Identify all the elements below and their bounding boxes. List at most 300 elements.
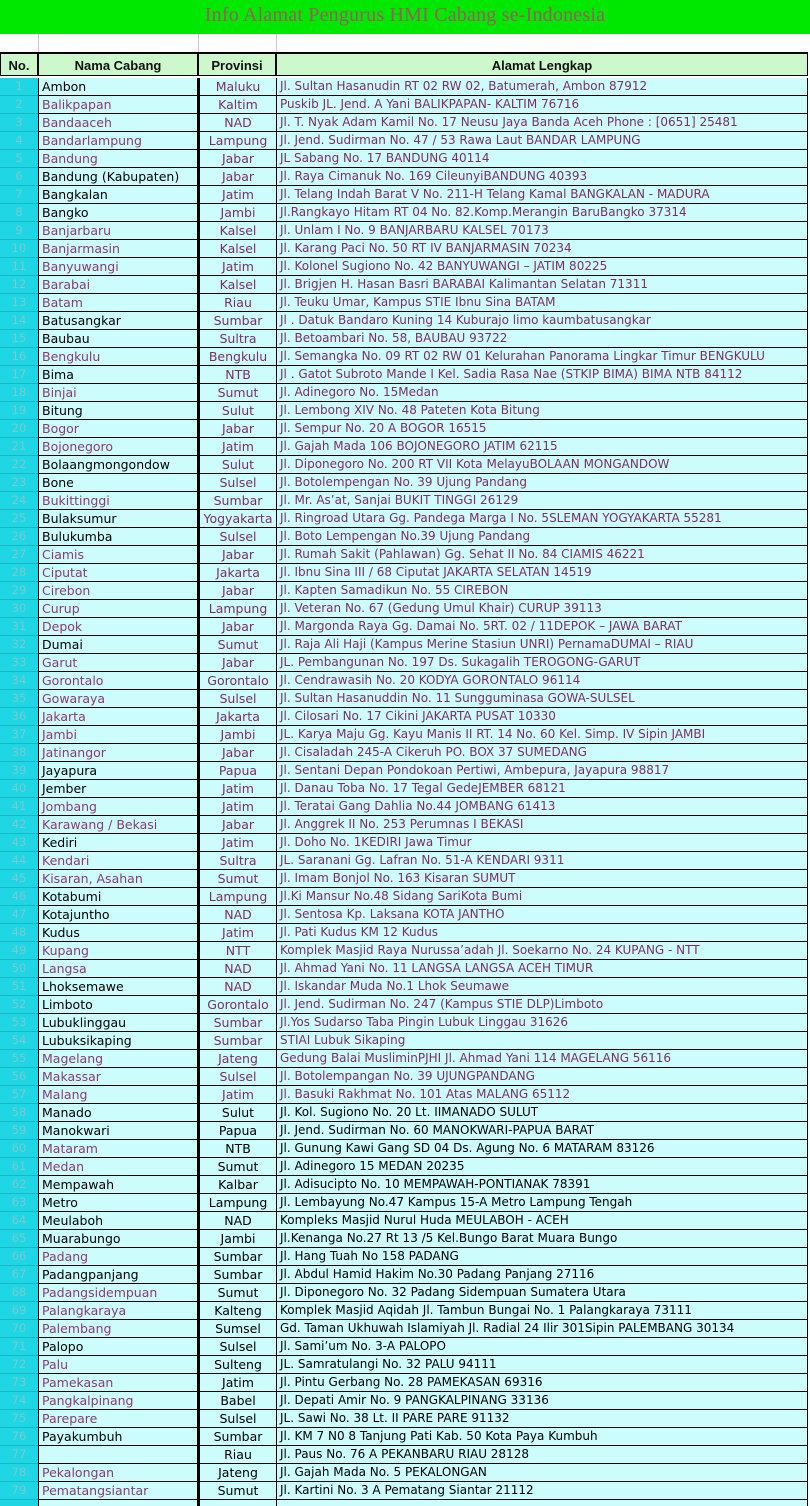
row-number: 51 (0, 978, 38, 996)
row-number: 53 (0, 1014, 38, 1032)
row-number: 58 (0, 1104, 38, 1122)
table-row (0, 438, 810, 456)
branch-name[interactable]: Ciamis (38, 546, 198, 564)
branch-name[interactable]: Bojonegoro (38, 438, 198, 456)
branch-name[interactable]: Bogor (38, 420, 198, 438)
row-number: 47 (0, 906, 38, 924)
branch-name[interactable]: Padang (38, 1248, 198, 1266)
province: Jabar (198, 618, 276, 636)
table-row (0, 762, 810, 780)
province: Jatim (198, 1374, 276, 1392)
branch-name[interactable]: Jambi (38, 726, 198, 744)
address: Jl. Jend. Sudirman No. 60 MANOKWARI-PAPUA BARAT (276, 1122, 808, 1140)
province: Gorontalo (198, 996, 276, 1014)
row-number: 21 (0, 438, 38, 456)
row-number: 19 (0, 402, 38, 420)
row-number: 74 (0, 1392, 38, 1410)
province: Sumsel (198, 1320, 276, 1338)
table-row (0, 96, 810, 114)
address: Jl. Sultan Hasanudin RT 02 RW 02, Batumerah, Ambon 87912 (276, 78, 808, 96)
province: Sultra (198, 330, 276, 348)
row-number: 71 (0, 1338, 38, 1356)
branch-name: Kediri (38, 834, 198, 852)
branch-name[interactable]: Jakarta (38, 708, 198, 726)
table-row (0, 492, 810, 510)
row-number: 2 (0, 96, 38, 114)
province: Lampung (198, 888, 276, 906)
province: Jabar (198, 150, 276, 168)
address: Jl. Lembong XIV No. 48 Pateten Kota Bitung (276, 402, 808, 420)
branch-name[interactable]: Karawang / Bekasi (38, 816, 198, 834)
address: Jl. Lembayung No.47 Kampus 15-A Metro Lampung Tengah (276, 1194, 808, 1212)
row-number: 67 (0, 1266, 38, 1284)
row-number: 73 (0, 1374, 38, 1392)
address: Jl. Margonda Raya Gg. Damai No. 5RT. 02 / 11DEPOK – JAWA BARAT (276, 618, 808, 636)
table-row (0, 204, 810, 222)
table-row (0, 294, 810, 312)
branch-name[interactable]: Curup (38, 600, 198, 618)
province: Sumut (198, 636, 276, 654)
branch-name: Baubau (38, 330, 198, 348)
table-row (0, 744, 810, 762)
table-row (0, 1266, 810, 1284)
branch-name[interactable]: Palu (38, 1356, 198, 1374)
province: Sulut (198, 402, 276, 420)
branch-name[interactable]: Pamekasan (38, 1374, 198, 1392)
table-row (0, 276, 810, 294)
row-number: 70 (0, 1320, 38, 1338)
province: Jatim (198, 438, 276, 456)
row-number: 69 (0, 1302, 38, 1320)
row-number: 17 (0, 366, 38, 384)
province: Sulsel (198, 528, 276, 546)
province: Papua (198, 1122, 276, 1140)
address: Jl. Ibnu Sina III / 68 Ciputat JAKARTA SELATAN 14519 (276, 564, 808, 582)
address: Jl.Kenanga No.27 Rt 13 /5 Kel.Bungo Barat Muara Bungo (276, 1230, 808, 1248)
address: Jl. Telang Indah Barat V No. 211-H Telang Kamal BANGKALAN - MADURA (276, 186, 808, 204)
province: Kaltim (198, 96, 276, 114)
row-number: 41 (0, 798, 38, 816)
branch-name: Batusangkar (38, 312, 198, 330)
province: Sumbar (198, 1014, 276, 1032)
table-row (0, 510, 810, 528)
province: Kalbar (198, 1176, 276, 1194)
address: Jl. Jend. Sudirman No. 247 (Kampus STIE DLP)Limboto (276, 996, 808, 1014)
branch-name[interactable]: Batam (38, 294, 198, 312)
address: Jl. Unlam I No. 9 BANJARBARU KALSEL 70173 (276, 222, 808, 240)
branch-name: Lubuksikaping (38, 1032, 198, 1050)
address: Jl. Semangka No. 09 RT 02 RW 01 Kelurahan Panorama Lingkar Timur BENGKULU (276, 348, 808, 366)
table-row (0, 1482, 810, 1500)
column-divider (38, 34, 39, 52)
branch-name: Limboto (38, 996, 198, 1014)
address: Jl. Adisucipto No. 10 MEMPAWAH-PONTIANAK 78391 (276, 1176, 808, 1194)
row-number: 24 (0, 492, 38, 510)
header-address: Alamat Lengkap (276, 52, 808, 76)
province: Sultra (198, 852, 276, 870)
table-row (0, 1158, 810, 1176)
branch-name[interactable]: Banjarbaru (38, 222, 198, 240)
table-row (0, 150, 810, 168)
province: Sumbar (198, 1248, 276, 1266)
branch-name[interactable]: Garut (38, 654, 198, 672)
table-row (0, 618, 810, 636)
branch-name[interactable]: Bukittinggi (38, 492, 198, 510)
table-row (0, 1410, 810, 1428)
branch-name[interactable]: Bengkulu (38, 348, 198, 366)
table-row (0, 186, 810, 204)
province: NAD (198, 114, 276, 132)
province: Jateng (198, 1464, 276, 1482)
address: Jl. Kolonel Sugiono No. 42 BANYUWANGI – JATIM 80225 (276, 258, 808, 276)
address: Jl. Sempur No. 20 A BOGOR 16515 (276, 420, 808, 438)
table-row (0, 690, 810, 708)
table-row (0, 1428, 810, 1446)
branch-name[interactable]: Pangkalpinang (38, 1392, 198, 1410)
province: Riau (198, 1446, 276, 1464)
table-row (0, 1464, 810, 1482)
address: Jl . Gatot Subroto Mande I Kel. Sadia Rasa Nae (STKIP BIMA) BIMA NTB 84112 (276, 366, 808, 384)
branch-name[interactable]: Ciputat (38, 564, 198, 582)
table-row (0, 1302, 810, 1320)
province: Jabar (198, 420, 276, 438)
branch-name[interactable]: Kendari (38, 852, 198, 870)
row-number: 16 (0, 348, 38, 366)
table-row (0, 132, 810, 150)
address: Jl. Cisaladah 245-A Cikeruh PO. BOX 37 SUMEDANG (276, 744, 808, 762)
province: Sulteng (198, 1356, 276, 1374)
table-row (0, 942, 810, 960)
address: Jl. Veteran No. 67 (Gedung Umul Khair) CURUP 39113 (276, 600, 808, 618)
branch-name: Dumai (38, 636, 198, 654)
province: Sumbar (198, 1428, 276, 1446)
branch-name[interactable]: Pematangsiantar (38, 1482, 198, 1500)
table-row (0, 1176, 810, 1194)
table-row (0, 1032, 810, 1050)
province: Jabar (198, 654, 276, 672)
table-row (0, 600, 810, 618)
province: Riau (198, 294, 276, 312)
row-number: 22 (0, 456, 38, 474)
table-row (0, 1284, 810, 1302)
row-number: 32 (0, 636, 38, 654)
row-number: 6 (0, 168, 38, 186)
province: Sumbar (198, 312, 276, 330)
province: Kalsel (198, 276, 276, 294)
column-divider (198, 34, 199, 52)
branch-name[interactable]: Bandaaceh (38, 114, 198, 132)
branch-name[interactable]: Bandarlampung (38, 132, 198, 150)
table-row (0, 888, 810, 906)
province: Sulsel (198, 690, 276, 708)
branch-name: Manado (38, 1104, 198, 1122)
row-number: 68 (0, 1284, 38, 1302)
address: Jl. Kartini No. 3 A Pematang Siantar 21112 (276, 1482, 808, 1500)
branch-name[interactable]: Cirebon (38, 582, 198, 600)
address: Jl. Adinegoro No. 15Medan (276, 384, 808, 402)
province: Maluku (198, 78, 276, 96)
branch-name[interactable]: Palembang (38, 1320, 198, 1338)
address: Jl. Cilosari No. 17 Cikini JAKARTA PUSAT 10330 (276, 708, 808, 726)
address: Jl. Boto Lempengan No.39 Ujung Pandang (276, 528, 808, 546)
province: Jatim (198, 834, 276, 852)
table-row (0, 258, 810, 276)
row-number: 50 (0, 960, 38, 978)
row-number: 55 (0, 1050, 38, 1068)
row-number: 57 (0, 1086, 38, 1104)
branch-name[interactable]: Bandung (38, 150, 198, 168)
row-number: 78 (0, 1464, 38, 1482)
row-number: 1 (0, 78, 38, 96)
table-row (0, 1338, 810, 1356)
row-number: 76 (0, 1428, 38, 1446)
address: Jl . Datuk Bandaro Kuning 14 Kuburajo limo kaumbatusangkar (276, 312, 808, 330)
branch-name: Bandung (Kabupaten) (38, 168, 198, 186)
address: Jl. Gunung Kawi Gang SD 04 Ds. Agung No. 6 MATARAM 83126 (276, 1140, 808, 1158)
row-number: 44 (0, 852, 38, 870)
address: Jl. Ahmad Yani No. 11 LANGSA LANGSA ACEH TIMUR (276, 960, 808, 978)
address: Jl. KM 7 N0 8 Tanjung Pati Kab. 50 Kota Paya Kumbuh (276, 1428, 808, 1446)
address: Jl. Gajah Mada 106 BOJONEGORO JATIM 62115 (276, 438, 808, 456)
province: Sulsel (198, 1068, 276, 1086)
province: Bengkulu (198, 348, 276, 366)
address: Jl. T. Nyak Adam Kamil No. 17 Neusu Jaya Banda Aceh Phone : [0651] 25481 (276, 114, 808, 132)
row-number: 26 (0, 528, 38, 546)
branch-name[interactable]: Malang (38, 1086, 198, 1104)
row-number: 10 (0, 240, 38, 258)
table-row (0, 564, 810, 582)
branch-name[interactable]: Jombang (38, 798, 198, 816)
branch-name: Muarabungo (38, 1230, 198, 1248)
province: Sulsel (198, 1410, 276, 1428)
row-number: 34 (0, 672, 38, 690)
row-number: 29 (0, 582, 38, 600)
address: Jl. Teuku Umar, Kampus STIE Ibnu Sina BATAM (276, 294, 808, 312)
table-row (0, 348, 810, 366)
row-number: 18 (0, 384, 38, 402)
table-row (0, 222, 810, 240)
row-number: 46 (0, 888, 38, 906)
row-number: 60 (0, 1140, 38, 1158)
row-number: 33 (0, 654, 38, 672)
branch-name: Kudus (38, 924, 198, 942)
row-number: 79 (0, 1482, 38, 1500)
province: Sulut (198, 1104, 276, 1122)
province: Sulsel (198, 1338, 276, 1356)
row-number: 48 (0, 924, 38, 942)
branch-name[interactable]: Kupang (38, 942, 198, 960)
table-body (0, 78, 810, 1506)
row-number: 7 (0, 186, 38, 204)
empty-cell (38, 1500, 198, 1506)
branch-name: Kotabumi (38, 888, 198, 906)
page-title: Info Alamat Pengurus HMI Cabang se-Indonesia (204, 4, 606, 26)
branch-name[interactable]: Barabai (38, 276, 198, 294)
table-row (0, 708, 810, 726)
province: Sulut (198, 456, 276, 474)
branch-name[interactable]: Langsa (38, 960, 198, 978)
address: Jl. Ringroad Utara Gg. Pandega Marga I No. 5SLEMAN YOGYAKARTA 55281 (276, 510, 808, 528)
row-number: 28 (0, 564, 38, 582)
province: Jambi (198, 204, 276, 222)
table-row (0, 996, 810, 1014)
branch-name: Bone (38, 474, 198, 492)
row-number: 39 (0, 762, 38, 780)
branch-name: Mempawah (38, 1176, 198, 1194)
province: Jatim (198, 258, 276, 276)
row-number: 52 (0, 996, 38, 1014)
row-number: 45 (0, 870, 38, 888)
branch-name: Bima (38, 366, 198, 384)
address: JL Sabang No. 17 BANDUNG 40114 (276, 150, 808, 168)
row-number: 4 (0, 132, 38, 150)
province: Gorontalo (198, 672, 276, 690)
branch-name: Bangko (38, 204, 198, 222)
table-row (0, 1392, 810, 1410)
row-number: 59 (0, 1122, 38, 1140)
table-row (0, 870, 810, 888)
address: Jl. Cendrawasih No. 20 KODYA GORONTALO 96114 (276, 672, 808, 690)
address: Jl. Karang Paci No. 50 RT IV BANJARMASIN 70234 (276, 240, 808, 258)
branch-name[interactable]: Banjarmasin (38, 240, 198, 258)
province: Jatim (198, 924, 276, 942)
table-row (0, 978, 810, 996)
table-row (0, 906, 810, 924)
table-row (0, 960, 810, 978)
province: Jambi (198, 726, 276, 744)
row-number: 65 (0, 1230, 38, 1248)
row-number: 12 (0, 276, 38, 294)
branch-name: Metro (38, 1194, 198, 1212)
province: Jabar (198, 816, 276, 834)
table-row (0, 672, 810, 690)
branch-name[interactable]: Medan (38, 1158, 198, 1176)
address: JL. Sawi No. 38 Lt. II PARE PARE 91132 (276, 1410, 808, 1428)
province: NTB (198, 1140, 276, 1158)
province: Sumut (198, 384, 276, 402)
province: NAD (198, 906, 276, 924)
province: Lampung (198, 132, 276, 150)
row-number: 5 (0, 150, 38, 168)
branch-name[interactable]: Gorontalo (38, 672, 198, 690)
address: Jl. Abdul Hamid Hakim No.30 Padang Panjang 27116 (276, 1266, 808, 1284)
table-row (0, 1140, 810, 1158)
branch-name[interactable]: Binjai (38, 384, 198, 402)
address: JL. Samratulangi No. 32 PALU 94111 (276, 1356, 808, 1374)
branch-name: Meulaboh (38, 1212, 198, 1230)
table-row (0, 654, 810, 672)
title-banner (0, 0, 810, 34)
branch-name[interactable]: Padangsidempuan (38, 1284, 198, 1302)
row-number: 77 (0, 1446, 38, 1464)
address: Jl. Sentosa Kp. Laksana KOTA JANTHO (276, 906, 808, 924)
branch-name[interactable]: Palangkaraya (38, 1302, 198, 1320)
province: Jatim (198, 1086, 276, 1104)
branch-name[interactable]: Parepare (38, 1410, 198, 1428)
table-row (0, 924, 810, 942)
branch-name[interactable]: Balikpapan (38, 96, 198, 114)
table-row (0, 636, 810, 654)
province: Babel (198, 1392, 276, 1410)
address: Komplek Masjid Raya Nurussa’adah Jl. Soekarno No. 24 KUPANG - NTT (276, 942, 808, 960)
branch-name[interactable]: Makassar (38, 1068, 198, 1086)
row-number: 14 (0, 312, 38, 330)
address: Komplek Masjid Aqidah Jl. Tambun Bungai No. 1 Palangkaraya 73111 (276, 1302, 808, 1320)
address: Jl. Teratai Gang Dahlia No.44 JOMBANG 61413 (276, 798, 808, 816)
address: Jl.Ki Mansur No.48 Sidang SariKota Bumi (276, 888, 808, 906)
row-number: 64 (0, 1212, 38, 1230)
row-number: 25 (0, 510, 38, 528)
row-number: 75 (0, 1410, 38, 1428)
branch-name: Payakumbuh (38, 1428, 198, 1446)
province: Sumbar (198, 492, 276, 510)
address: Jl. Kol. Sugiono No. 20 Lt. IIMANADO SULUT (276, 1104, 808, 1122)
branch-name[interactable]: Jatinangor (38, 744, 198, 762)
table-row (0, 1104, 810, 1122)
branch-name: Padangpanjang (38, 1266, 198, 1284)
row-number: 9 (0, 222, 38, 240)
table-row (0, 330, 810, 348)
address: Jl. Brigjen H. Hasan Basri BARABAI Kalimantan Selatan 71311 (276, 276, 808, 294)
table-row (0, 1446, 810, 1464)
table-row (0, 1086, 810, 1104)
table-row (0, 456, 810, 474)
row-number: 31 (0, 618, 38, 636)
table-row (0, 1374, 810, 1392)
address: Jl. Iskandar Muda No.1 Lhok Seumawe (276, 978, 808, 996)
address: Jl. Depati Amir No. 9 PANGKALPINANG 33136 (276, 1392, 808, 1410)
address: Jl. Mr. As’at, Sanjai BUKIT TINGGI 26129 (276, 492, 808, 510)
row-number: 23 (0, 474, 38, 492)
branch-name[interactable]: Mataram (38, 1140, 198, 1158)
row-number: 56 (0, 1068, 38, 1086)
province: NAD (198, 1212, 276, 1230)
address: Jl. Botolempengan No. 39 Ujung Pandang (276, 474, 808, 492)
province: Papua (198, 762, 276, 780)
province: Jambi (198, 1230, 276, 1248)
branch-name[interactable]: Kisaran, Asahan (38, 870, 198, 888)
address: Jl. Jend. Sudirman No. 47 / 53 Rawa Laut BANDAR LAMPUNG (276, 132, 808, 150)
province: Kalsel (198, 240, 276, 258)
branch-name: Jayapura (38, 762, 198, 780)
table-row (0, 420, 810, 438)
empty-cell (198, 1500, 276, 1506)
row-number: 3 (0, 114, 38, 132)
branch-name[interactable]: Magelang (38, 1050, 198, 1068)
row-number: 72 (0, 1356, 38, 1374)
branch-name[interactable]: Depok (38, 618, 198, 636)
table-row (0, 366, 810, 384)
province: Jabar (198, 744, 276, 762)
address: STIAI Lubuk Sikaping (276, 1032, 808, 1050)
row-number: 42 (0, 816, 38, 834)
address: Jl. Imam Bonjol No. 163 Kisaran SUMUT (276, 870, 808, 888)
branch-name[interactable]: Pekalongan (38, 1464, 198, 1482)
province: Sumut (198, 1284, 276, 1302)
branch-name[interactable]: Gowaraya (38, 690, 198, 708)
address: Jl. Raja Ali Haji (Kampus Merine Stasiun UNRI) PernamaDUMAI – RIAU (276, 636, 808, 654)
branch-name: Bulukumba (38, 528, 198, 546)
table-row (0, 780, 810, 798)
address: Jl. Adinegoro 15 MEDAN 20235 (276, 1158, 808, 1176)
table-row (0, 798, 810, 816)
address: Jl. Pintu Gerbang No. 28 PAMEKASAN 69316 (276, 1374, 808, 1392)
province: Lampung (198, 1194, 276, 1212)
address: Jl. Doho No. 1KEDIRI Jawa Timur (276, 834, 808, 852)
branch-name: Bolaangmongondow (38, 456, 198, 474)
branch-name[interactable]: Banyuwangi (38, 258, 198, 276)
row-number: 54 (0, 1032, 38, 1050)
